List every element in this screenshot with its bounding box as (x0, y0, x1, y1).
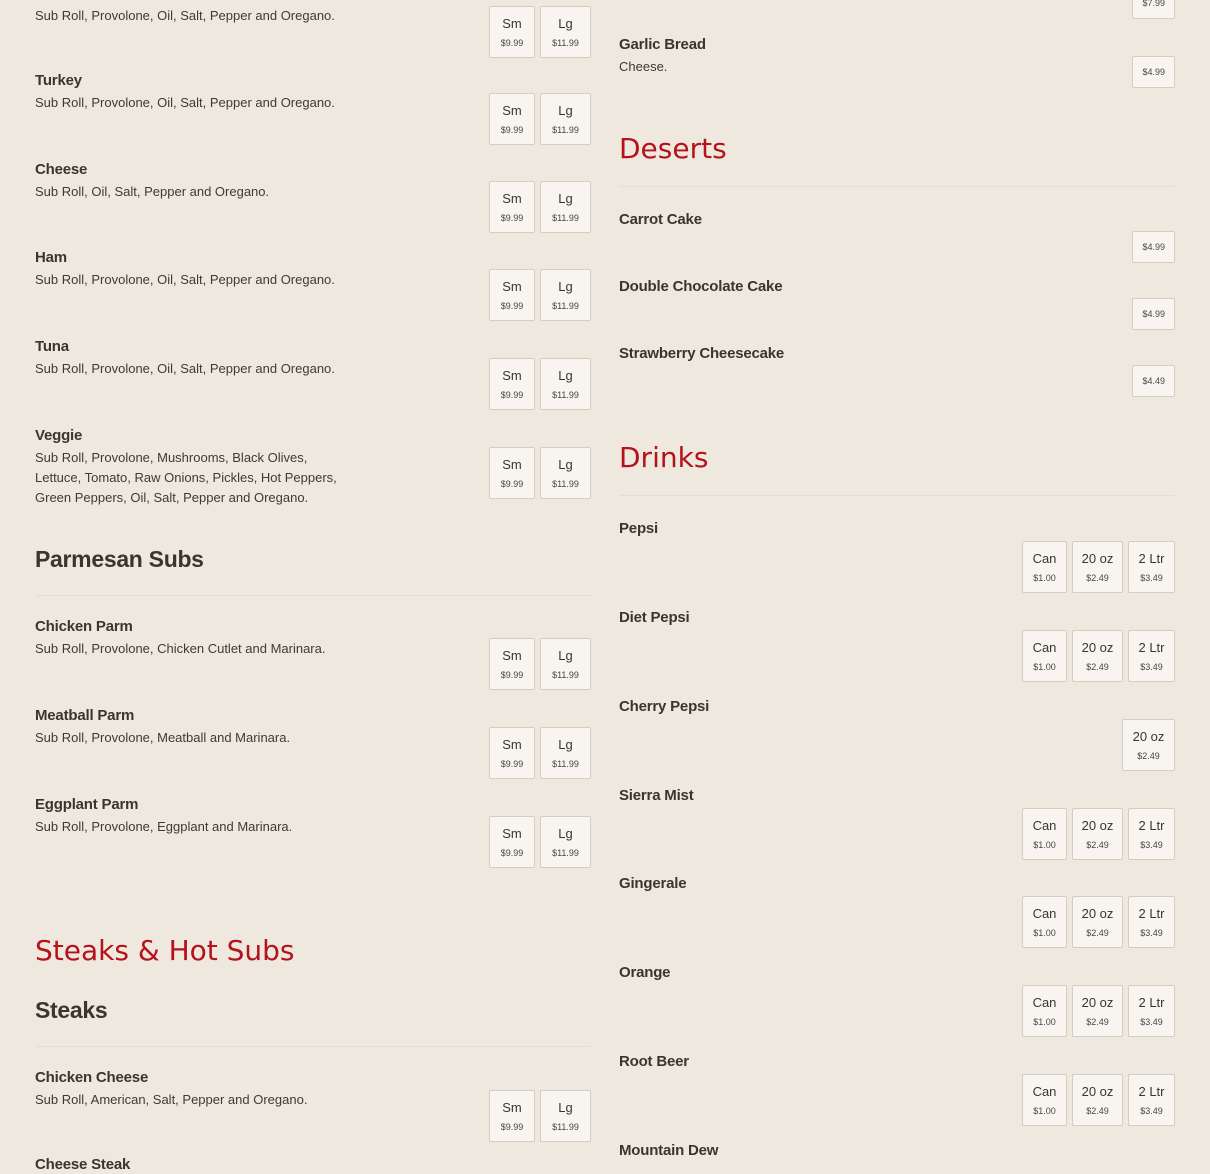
size-price: $11.99 (552, 847, 579, 858)
size-price: $2.49 (1086, 572, 1109, 583)
price-button[interactable] (1132, 298, 1175, 330)
item-name: Pepsi (619, 520, 659, 537)
size-label: Lg (558, 825, 573, 841)
size-price: $9.99 (500, 300, 524, 311)
size-label: Lg (558, 367, 573, 383)
size-large-button[interactable] (540, 447, 591, 499)
size-large-button[interactable] (540, 358, 591, 410)
menu-item (35, 249, 591, 311)
size-label: Lg (558, 1099, 573, 1115)
size-price: $1.00 (1033, 661, 1056, 672)
size-options (1122, 719, 1175, 771)
size-large-button[interactable] (540, 93, 591, 145)
size-price: $11.99 (552, 389, 579, 400)
menu-item (619, 698, 1175, 761)
menu-item (619, 609, 1175, 672)
price-button[interactable] (1132, 0, 1175, 19)
size-price: $9.99 (500, 37, 524, 48)
size-options (489, 6, 591, 58)
size-large-button[interactable] (540, 1090, 591, 1142)
item-name: Tuna (35, 338, 69, 355)
size-price: $9.99 (500, 389, 524, 400)
size-can-button[interactable] (1022, 896, 1067, 948)
size-small-button[interactable] (489, 447, 535, 499)
size-label: Can (1032, 817, 1057, 833)
size-options (1132, 298, 1175, 330)
section-divider (35, 595, 591, 596)
size-price: $11.99 (552, 37, 579, 48)
size-price: $2.49 (1086, 661, 1109, 672)
size-options (489, 727, 591, 779)
item-name: Chicken Parm (35, 618, 133, 635)
size-2ltr-button[interactable] (1128, 630, 1175, 682)
size-price: $9.99 (500, 847, 524, 858)
size-options (489, 93, 591, 145)
size-can-button[interactable] (1022, 985, 1067, 1037)
size-price: $3.49 (1140, 1016, 1163, 1027)
section-divider (619, 186, 1175, 187)
size-price: $11.99 (552, 1121, 579, 1132)
size-label: Lg (558, 190, 573, 206)
size-options (489, 1090, 591, 1142)
item-name: Garlic Bread (619, 36, 706, 53)
item-name: Chicken Cheese (35, 1069, 149, 1086)
size-price: $3.49 (1140, 927, 1163, 938)
size-price: $11.99 (552, 669, 579, 680)
size-label: Can (1032, 639, 1057, 655)
size-small-button[interactable] (489, 727, 535, 779)
size-price: $2.49 (1086, 1016, 1109, 1027)
size-label: Lg (558, 736, 573, 752)
item-name: Root Beer (619, 1053, 689, 1070)
size-label: Lg (558, 456, 573, 472)
item-description: Sub Roll, Provolone, Oil, Salt, Pepper and Oregano. (35, 95, 335, 110)
menu-item (619, 964, 1175, 1027)
menu-item (35, 796, 591, 858)
item-name: Strawberry Cheesecake (619, 345, 785, 362)
size-small-button[interactable] (489, 358, 535, 410)
size-options (1132, 56, 1175, 88)
size-can-button[interactable] (1022, 1074, 1067, 1126)
size-label: Lg (558, 102, 573, 118)
item-name: Gingerale (619, 875, 687, 892)
price-button[interactable] (1132, 56, 1175, 88)
size-can-button[interactable] (1022, 630, 1067, 682)
item-price: $4.99 (1142, 67, 1165, 77)
size-label: Can (1032, 905, 1057, 921)
size-large-button[interactable] (540, 6, 591, 58)
size-price: $11.99 (552, 758, 579, 769)
size-price: $2.49 (1086, 927, 1109, 938)
size-label: Lg (558, 647, 573, 663)
size-label: 20 oz (1081, 639, 1114, 655)
menu-item (619, 875, 1175, 938)
size-options (489, 181, 591, 233)
size-options (1132, 231, 1175, 263)
size-label: Lg (558, 278, 573, 294)
size-label: Sm (502, 825, 522, 841)
size-price: $3.49 (1140, 1105, 1163, 1116)
size-label: 20 oz (1081, 550, 1114, 566)
item-name: Meatball Parm (35, 707, 135, 724)
category-heading: Drinks (619, 441, 709, 474)
item-name: Cheese (35, 161, 88, 178)
item-name: Cherry Pepsi (619, 698, 710, 715)
menu-item (619, 787, 1175, 850)
size-price: $1.00 (1033, 1016, 1056, 1027)
size-price: $1.00 (1033, 572, 1056, 583)
size-small-button[interactable] (489, 638, 535, 690)
item-description: Sub Roll, American, Salt, Pepper and Oregano. (35, 1092, 308, 1107)
size-price: $2.49 (1086, 1105, 1109, 1116)
size-price: $9.99 (500, 124, 524, 135)
menu-item (619, 278, 1175, 319)
item-description: Sub Roll, Oil, Salt, Pepper and Oregano. (35, 184, 270, 199)
size-price: $11.99 (552, 212, 579, 223)
size-price: $9.99 (500, 669, 524, 680)
size-options (1022, 985, 1175, 1037)
menu-item (619, 520, 1175, 583)
size-small-button[interactable] (489, 93, 535, 145)
size-options (489, 816, 591, 868)
menu-item (35, 427, 591, 508)
size-options (1022, 896, 1175, 948)
section-divider (35, 1046, 591, 1047)
size-price: $9.99 (500, 212, 524, 223)
size-2ltr-button[interactable] (1128, 1074, 1175, 1126)
menu-item (35, 338, 591, 400)
price-button[interactable] (1132, 231, 1175, 263)
size-label: 2 Ltr (1138, 817, 1165, 833)
size-2ltr-button[interactable] (1128, 541, 1175, 593)
size-20oz-button[interactable] (1072, 630, 1123, 682)
size-20oz-button[interactable] (1072, 985, 1123, 1037)
size-options (1132, 365, 1175, 397)
size-price: $9.99 (500, 1121, 524, 1132)
size-2ltr-button[interactable] (1128, 808, 1175, 860)
item-description: Sub Roll, Provolone, Oil, Salt, Pepper and Oregano. (35, 8, 335, 23)
menu-item (35, 707, 591, 769)
size-large-button[interactable] (540, 727, 591, 779)
menu-item (35, 161, 591, 223)
item-name: Sierra Mist (619, 787, 694, 804)
size-label: 2 Ltr (1138, 905, 1165, 921)
size-price: $1.00 (1033, 1105, 1056, 1116)
menu-item (35, 72, 591, 135)
size-label: Sm (502, 736, 522, 752)
size-label: 20 oz (1132, 728, 1165, 744)
size-label: Sm (502, 647, 522, 663)
size-large-button[interactable] (540, 638, 591, 690)
size-label: Can (1032, 1083, 1057, 1099)
size-small-button[interactable] (489, 181, 535, 233)
item-description: Sub Roll, Provolone, Meatball and Marinara. (35, 730, 291, 745)
size-20oz-button[interactable] (1072, 808, 1123, 860)
size-label: Can (1032, 994, 1057, 1010)
item-name: Orange (619, 964, 671, 981)
item-price: $4.99 (1142, 242, 1165, 252)
item-description: Sub Roll, Provolone, Chicken Cutlet and Marinara. (35, 641, 326, 656)
size-price: $2.49 (1086, 839, 1109, 850)
menu-item (619, 345, 1175, 386)
menu-item (35, 1069, 591, 1132)
item-description: Sub Roll, Provolone, Oil, Salt, Pepper and Oregano. (35, 272, 335, 287)
size-2ltr-button[interactable] (1128, 896, 1175, 948)
size-large-button[interactable] (540, 269, 591, 321)
item-name: Turkey (35, 72, 82, 89)
size-options (1022, 808, 1175, 860)
size-price: $3.49 (1140, 661, 1163, 672)
size-price: $9.99 (500, 758, 524, 769)
category-heading: Steaks & Hot Subs (35, 934, 295, 967)
item-description: Sub Roll, Provolone, Eggplant and Marinara. (35, 819, 293, 834)
size-20oz-button[interactable] (1072, 896, 1123, 948)
size-20oz-button[interactable] (1072, 541, 1123, 593)
size-label: Sm (502, 15, 522, 31)
size-price: $2.49 (1137, 750, 1160, 761)
size-label: 2 Ltr (1138, 1083, 1165, 1099)
size-label: 20 oz (1081, 817, 1114, 833)
size-label: Sm (502, 367, 522, 383)
size-label: Can (1032, 550, 1057, 566)
size-price: $9.99 (500, 478, 524, 489)
item-name: Eggplant Parm (35, 796, 139, 813)
size-options (1022, 1074, 1175, 1126)
size-small-button[interactable] (489, 816, 535, 868)
menu-item (619, 1053, 1175, 1116)
item-name: Ham (35, 249, 67, 266)
size-price: $1.00 (1033, 839, 1056, 850)
size-price: $1.00 (1033, 927, 1056, 938)
item-name: Mountain Dew (619, 1142, 719, 1159)
size-label: 20 oz (1081, 994, 1114, 1010)
size-price: $11.99 (552, 478, 579, 489)
item-name: Double Chocolate Cake (619, 278, 783, 295)
size-options (1132, 0, 1175, 19)
size-label: Sm (502, 190, 522, 206)
size-label: 20 oz (1081, 905, 1114, 921)
size-options (489, 358, 591, 410)
category-heading: Deserts (619, 132, 727, 165)
size-20oz-button[interactable] (1072, 1074, 1123, 1126)
size-options (489, 447, 591, 499)
size-price: $11.99 (552, 300, 579, 311)
section-heading: Parmesan Subs (35, 546, 204, 572)
size-label: Sm (502, 1099, 522, 1115)
item-description: Cheese. (619, 59, 668, 74)
menu-item (619, 36, 1175, 77)
item-description: Sub Roll, Provolone, Mushrooms, Black Olives, Lettuce, Tomato, Raw Onions, Pickles, Hot Peppers, Green Peppers, Oil, Salt, Pepper and Oregano. (35, 450, 337, 505)
menu-item (35, 3, 591, 48)
item-name: Cheese Steak (35, 1156, 131, 1173)
menu-item (619, 211, 1175, 252)
size-label: Sm (502, 456, 522, 472)
size-small-button[interactable] (489, 6, 535, 58)
size-small-button[interactable] (489, 1090, 535, 1142)
size-20oz-button[interactable] (1122, 719, 1175, 771)
item-name: Carrot Cake (619, 211, 702, 228)
size-options (1022, 541, 1175, 593)
section-heading: Steaks (35, 997, 108, 1023)
size-label: 2 Ltr (1138, 550, 1165, 566)
item-description: Sub Roll, Provolone, Oil, Salt, Pepper and Oregano. (35, 361, 335, 376)
item-name: Veggie (35, 427, 83, 444)
size-large-button[interactable] (540, 816, 591, 868)
item-price: $4.99 (1142, 309, 1165, 319)
size-small-button[interactable] (489, 269, 535, 321)
size-options (1022, 630, 1175, 682)
size-price: $11.99 (552, 124, 579, 135)
size-options (489, 638, 591, 690)
price-button[interactable] (1132, 365, 1175, 397)
size-label: 2 Ltr (1138, 639, 1165, 655)
size-price: $3.49 (1140, 839, 1163, 850)
section-divider (619, 495, 1175, 496)
size-can-button[interactable] (1022, 541, 1067, 593)
size-2ltr-button[interactable] (1128, 985, 1175, 1037)
size-options (489, 269, 591, 321)
menu-item (35, 1156, 591, 1174)
item-name: Diet Pepsi (619, 609, 690, 626)
item-price: $4.49 (1142, 376, 1165, 386)
size-large-button[interactable] (540, 181, 591, 233)
size-label: 20 oz (1081, 1083, 1114, 1099)
menu-item (35, 618, 591, 680)
size-label: 2 Ltr (1138, 994, 1165, 1010)
size-can-button[interactable] (1022, 808, 1067, 860)
size-label: Sm (502, 102, 522, 118)
size-label: Lg (558, 15, 573, 31)
size-price: $3.49 (1140, 572, 1163, 583)
menu-item (619, 1142, 1175, 1160)
item-price: $7.99 (1142, 0, 1165, 8)
size-label: Sm (502, 278, 522, 294)
